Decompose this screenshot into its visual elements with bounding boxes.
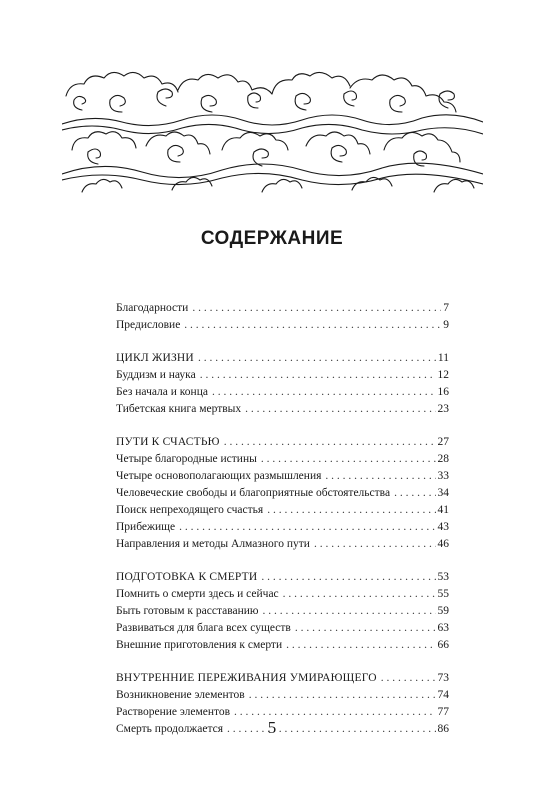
- dot-leader: [295, 620, 436, 637]
- toc-entry-page: 46: [437, 538, 449, 550]
- toc-entry-page: 23: [437, 403, 449, 415]
- dot-leader: [224, 434, 436, 451]
- toc-entry-label: Предисловие: [116, 319, 181, 331]
- toc-entry-label: Внешние приготовления к смерти: [116, 639, 283, 651]
- toc-heading-page: 27: [437, 436, 449, 448]
- toc-heading-page: 11: [437, 352, 449, 364]
- toc-entry-page: 63: [437, 622, 449, 634]
- toc-entry[interactable]: [116, 401, 449, 418]
- toc-entry-label: Помнить о смерти здесь и сейчас: [116, 588, 279, 600]
- toc-entry-label: Прибежище: [116, 521, 176, 533]
- toc-entry-page: 41: [437, 504, 449, 516]
- dot-leader: [261, 451, 436, 468]
- toc-entry-page: 43: [437, 521, 449, 533]
- toc-section: [116, 300, 449, 334]
- toc-entry-page: 59: [437, 605, 449, 617]
- dot-leader: [192, 300, 441, 317]
- toc-heading-page: 53: [437, 571, 449, 583]
- toc-heading-label: ПОДГОТОВКА К СМЕРТИ: [116, 571, 258, 583]
- dot-leader: [179, 519, 435, 536]
- toc-entry-label: Буддизм и наука: [116, 369, 196, 381]
- toc-entry[interactable]: [116, 367, 449, 384]
- toc-entry-label: Направления и методы Алмазного пути: [116, 538, 310, 550]
- dot-leader: [200, 367, 436, 384]
- toc-entry-page: 33: [437, 470, 449, 482]
- toc-entry-page: 55: [437, 588, 449, 600]
- table-of-contents: [116, 300, 449, 754]
- toc-section: [116, 569, 449, 654]
- toc-section-heading[interactable]: [116, 434, 449, 451]
- dot-leader: [263, 603, 436, 620]
- toc-entry[interactable]: [116, 468, 449, 485]
- toc-entry-label: Благодарности: [116, 302, 189, 314]
- toc-entry-label: Без начала и конца: [116, 386, 208, 398]
- dot-leader: [212, 384, 436, 401]
- toc-entry[interactable]: [116, 502, 449, 519]
- toc-entry-page: 66: [437, 639, 449, 651]
- toc-heading-label: ЦИКЛ ЖИЗНИ: [116, 352, 194, 364]
- toc-heading-page: 73: [437, 672, 449, 684]
- dot-leader: [245, 401, 435, 418]
- dot-leader: [184, 317, 441, 334]
- toc-entry-label: Тибетская книга мертвых: [116, 403, 242, 415]
- toc-entry-page: 77: [437, 706, 449, 718]
- toc-heading-label: ПУТИ К СЧАСТЬЮ: [116, 436, 220, 448]
- toc-entry-page: 12: [437, 369, 449, 381]
- toc-entry-page: 9: [443, 319, 449, 331]
- toc-section-heading[interactable]: [116, 350, 449, 367]
- toc-entry-label: Поиск непреходящего счастья: [116, 504, 264, 516]
- toc-entry-page: 7: [443, 302, 449, 314]
- toc-entry-page: 16: [437, 386, 449, 398]
- dot-leader: [314, 536, 436, 553]
- toc-entry[interactable]: [116, 687, 449, 704]
- page-number: 5: [267, 718, 277, 737]
- toc-entry-label: Растворение элементов: [116, 706, 231, 718]
- toc-heading-label: ВНУТРЕННИЕ ПЕРЕЖИВАНИЯ УМИРАЮЩЕГО: [116, 672, 377, 684]
- toc-entry-label: Возникновение элементов: [116, 689, 245, 701]
- toc-section: [116, 350, 449, 418]
- page-title: СОДЕРЖАНИЕ: [200, 228, 344, 249]
- toc-entry[interactable]: [116, 317, 449, 334]
- toc-entry[interactable]: [116, 536, 449, 553]
- toc-entry-label: Четыре благородные истины: [116, 453, 257, 465]
- toc-entry-label: Четыре основополагающих размышления: [116, 470, 322, 482]
- toc-entry-label: Быть готовым к расставанию: [116, 605, 259, 617]
- dot-leader: [286, 637, 435, 654]
- dot-leader: [283, 586, 436, 603]
- toc-section: [116, 434, 449, 553]
- dot-leader: [381, 670, 436, 687]
- toc-entry[interactable]: [116, 519, 449, 536]
- toc-entry[interactable]: [116, 603, 449, 620]
- toc-entry[interactable]: [116, 451, 449, 468]
- toc-entry-label: Человеческие свободы и благоприятные обстоятельства: [116, 487, 391, 499]
- dot-leader: [249, 687, 436, 704]
- cloud-ornament: [62, 66, 483, 194]
- toc-entry-page: 74: [437, 689, 449, 701]
- toc-entry-page: 34: [437, 487, 449, 499]
- toc-section-heading[interactable]: [116, 670, 449, 687]
- toc-entry[interactable]: [116, 300, 449, 317]
- toc-entry[interactable]: [116, 637, 449, 654]
- toc-section-heading[interactable]: [116, 569, 449, 586]
- toc-entry-label: Смерть продолжается: [116, 723, 224, 735]
- dot-leader: [198, 350, 436, 367]
- toc-entry-page: 86: [437, 723, 449, 735]
- dot-leader: [325, 468, 435, 485]
- toc-entry-label: Развиваться для блага всех существ: [116, 622, 291, 634]
- dot-leader: [394, 485, 435, 502]
- dot-leader: [267, 502, 435, 519]
- toc-entry[interactable]: [116, 384, 449, 401]
- dot-leader: [261, 569, 435, 586]
- toc-entry[interactable]: [116, 620, 449, 637]
- toc-entry[interactable]: [116, 485, 449, 502]
- toc-entry-page: 28: [437, 453, 449, 465]
- toc-entry[interactable]: [116, 586, 449, 603]
